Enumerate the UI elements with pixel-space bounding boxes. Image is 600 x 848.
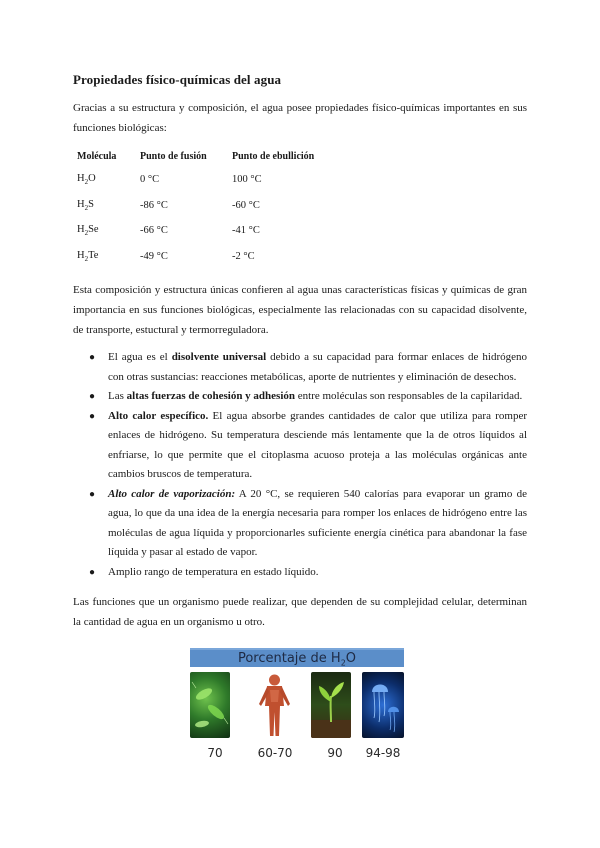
percentage-label: 60-70 bbox=[257, 746, 293, 760]
bullet-dot-icon: ● bbox=[89, 410, 96, 422]
jellyfish-image bbox=[362, 672, 404, 738]
ebullicion-cell: -41 °C bbox=[232, 225, 260, 237]
page-title: Propiedades físico-químicas del agua bbox=[73, 72, 282, 87]
water-percentage-infographic bbox=[190, 648, 404, 766]
fusion-cell: 0 °C bbox=[140, 174, 160, 186]
ebullicion-cell: -2 °C bbox=[232, 250, 255, 262]
human-body-image bbox=[251, 672, 298, 738]
fusion-cell: -49 °C bbox=[140, 250, 168, 262]
table-row bbox=[73, 218, 352, 244]
list-item: ● Alto calor específico. El agua absorbe grandes cantidades de calor que utiliza para romper enlaces de hidrógeno. Su temperatura desciende más lentamente que la de otros líquidos al enfriarse, lo que permite que el citoplasma acuoso proteja a las moléculas orgánicas ante cambios bruscos de temperatura. bbox=[73, 407, 527, 485]
bullet-dot-icon: ● bbox=[89, 352, 96, 363]
percentage-label: 70 bbox=[207, 746, 223, 760]
bullet-dot-icon: ● bbox=[89, 488, 96, 500]
formula-cell: $H_2S$ bbox=[77, 198, 94, 212]
formula-cell: $H_2Se$ bbox=[77, 224, 99, 238]
ebullicion-cell: -60 °C bbox=[232, 199, 260, 211]
fusion-cell: -66 °C bbox=[140, 225, 168, 237]
table-row bbox=[73, 193, 352, 219]
list-item: ● Amplio rango de temperatura en estado líquido. bbox=[73, 563, 527, 583]
table-row bbox=[73, 167, 352, 193]
bacteria-image bbox=[190, 672, 230, 738]
table-row bbox=[73, 244, 352, 270]
percentage-label: 94-98 bbox=[365, 746, 401, 760]
list-item: ● Las altas fuerzas de cohesión y adhesión entre moléculas son responsables de la capilaridad. bbox=[73, 387, 527, 407]
properties-bullet-list bbox=[73, 348, 527, 582]
boiling-melting-table bbox=[73, 145, 352, 269]
header-molecula: Molécula bbox=[77, 150, 117, 162]
list-item: ● El agua es el disolvente universal debido a su capacidad para formar enlaces de hidrógeno con otras sustancias: reacciones metabólicas, aporte de nutrientes y eliminación de desechos. bbox=[73, 348, 527, 387]
intro-paragraph: Gracias a su estructura y composición, el agua posee propiedades físico-químicas importantes en sus funciones biológicas: bbox=[73, 102, 527, 134]
formula-cell: $H_2O$ bbox=[77, 173, 96, 187]
closing-paragraph: Las funciones que un organismo puede realizar, que dependen de su complejidad celular, determinan la cantidad de agua en un organismo u otro. bbox=[73, 596, 527, 628]
list-item: ● Alto calor de vaporización: A 20 °C, se requieren 540 calorías para evaporar un gramo de agua, lo que da una idea de la energía necesaria para romper los enlaces de hidrógeno entre las moléculas de agua líquida y proporcionarles suficiente energía cinética para abandonar la fase líquida y pasar al estado de vapor. bbox=[73, 485, 527, 563]
table-header-row bbox=[73, 145, 352, 167]
bullet-dot-icon: ● bbox=[89, 391, 96, 402]
bullet-dot-icon: ● bbox=[89, 566, 96, 578]
infographic-banner: Porcentaje de $H_2O$ bbox=[190, 648, 404, 667]
ebullicion-cell: 100 °C bbox=[232, 174, 262, 186]
percentage-label: 90 bbox=[327, 746, 343, 760]
plant-seedling-image bbox=[311, 672, 351, 738]
fusion-cell: -86 °C bbox=[140, 199, 168, 211]
formula-cell: $H_2Te$ bbox=[77, 249, 99, 263]
header-ebullicion: Punto de ebullición bbox=[232, 150, 315, 162]
header-fusion: Punto de fusión bbox=[140, 150, 207, 162]
properties-paragraph: Esta composición y estructura únicas confieren al agua unas características físicas y químicas de gran importancia en sus funciones biológicas, especialmente las relacionadas con su capacidad disolvente, de transporte, estuctural y termorreguladora. bbox=[73, 284, 527, 336]
